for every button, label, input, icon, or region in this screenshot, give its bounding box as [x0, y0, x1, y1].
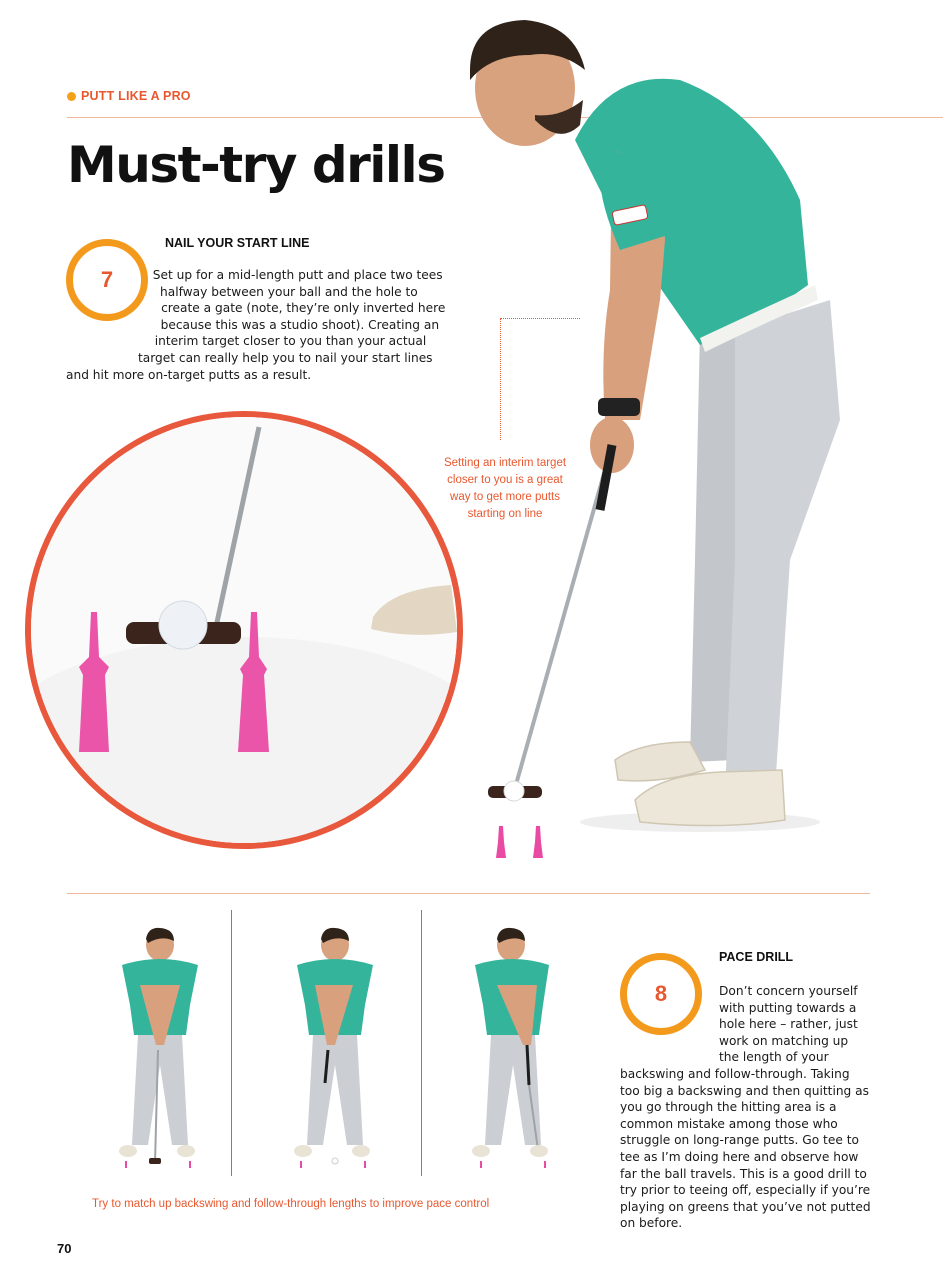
sequence-photo-2 [275, 925, 395, 1175]
golfer-main-photo [455, 15, 943, 865]
tee-gate-closeup-photo [25, 411, 463, 849]
page-title: Must-try drills [67, 136, 445, 194]
page-number: 70 [57, 1241, 72, 1256]
drill-8-body: Don’t concern yourself with putting towards a hole here – rather, just work on matching up the length of your backswing and follow-through. Taking too big a backswing and then quitting as you go through the hitting area is a common mistake among those who struggle on long-range putts. Go tee to tee as I’m doing here and observe how far the ball travels. This is a good drill to try prior to teeing off, especially if you’re playing on greens that you’ve not putted on before. [620, 984, 871, 1231]
sequence-divider [421, 910, 422, 1176]
sequence-photo-3 [455, 925, 575, 1175]
drill-7-number: 7 [100, 267, 114, 292]
tee-gate-closeup-illustration [31, 417, 457, 843]
drill-8-number: 8 [654, 981, 668, 1006]
drill-7-body-block [66, 267, 450, 383]
drill-8-body-block [620, 983, 872, 1232]
section-label-text: PUTT LIKE A PRO [81, 89, 191, 103]
drill-7-body: Set up for a mid-length putt and place two tees halfway between your ball and the hole to create a gate (note, they’re only inverted here because this was a studio shoot). Creating an interim target closer to you than your actual target can really help you to nail your start lines and hit more on-target putts as a result. [66, 268, 446, 382]
drill-7-heading: NAIL YOUR START LINE [165, 236, 310, 250]
drill-8-heading: PACE DRILL [719, 950, 794, 964]
sequence-divider [231, 910, 232, 1176]
sequence-photo-1 [100, 925, 220, 1175]
bullet-dot-icon [67, 92, 76, 101]
photo-callout: Setting an interim target closer to you is a great way to get more putts starting on line [443, 457, 567, 520]
sequence-caption: Try to match up backswing and follow-through lengths to improve pace control [92, 1198, 490, 1210]
section-divider [67, 893, 870, 894]
section-label [67, 89, 191, 103]
